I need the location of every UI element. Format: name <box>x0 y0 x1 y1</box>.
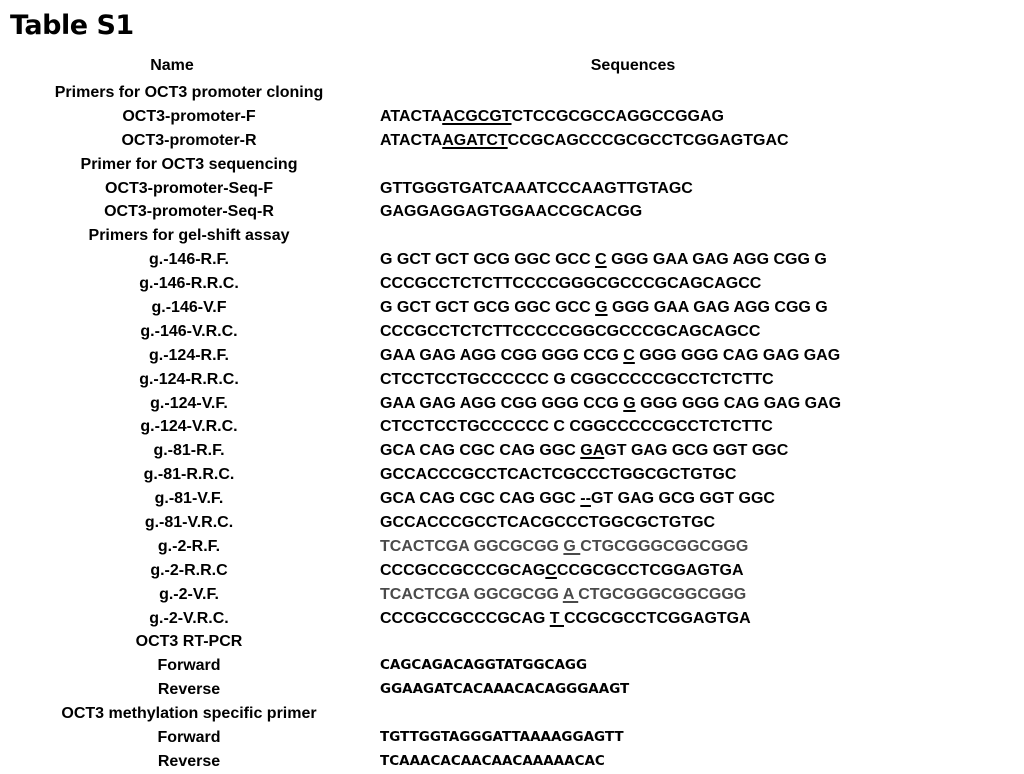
primer-sequence <box>380 200 642 224</box>
primer-sequence <box>380 320 760 344</box>
table-row <box>0 463 1024 487</box>
sequence-segment: G GCT GCT GCG GGC GCC <box>380 299 596 317</box>
primer-name: OCT3-promoter-F <box>122 107 256 125</box>
sequence-segment: ATACTA <box>380 131 443 149</box>
primer-sequence <box>380 463 736 487</box>
section-title: Primers for gel-shift assay <box>88 227 290 245</box>
primer-sequence <box>380 583 746 607</box>
sequence-segment: CCGCGCCTCGGAGTGA <box>564 609 751 627</box>
sequence-segment: TCACTCGA GGCGCGG <box>380 537 564 555</box>
sequence-segment: CTCCTCCTGCCCCCC C CGGCCCCCGCCTCTCTTC <box>380 418 773 436</box>
sequence-underlined-segment: G <box>563 537 581 555</box>
sequence-segment: CTGCGGGCGGCGGG <box>580 537 749 555</box>
primer-name: g.-81-V.F. <box>154 490 224 508</box>
column-header-name: Name <box>150 57 194 74</box>
sequence-segment: CCCGCCGCCCGCAG <box>380 561 546 579</box>
sequence-segment: CCCGCCTCTCTTCCCCCGGCGCCCGCAGCAGCC <box>380 322 761 340</box>
primer-sequence <box>380 368 774 392</box>
primer-name: Reverse <box>157 752 221 770</box>
table-row <box>0 200 1024 224</box>
table-row <box>0 511 1024 535</box>
sequence-underlined-segment: G <box>595 299 608 317</box>
primer-name: g.-124-R.F. <box>148 346 229 364</box>
section-header-row <box>0 81 1024 105</box>
column-header-sequences: Sequences <box>590 57 676 74</box>
sequence-underlined-segment: C <box>595 251 607 269</box>
primer-sequence <box>380 296 828 320</box>
primer-sequence <box>380 726 624 750</box>
table-row <box>0 415 1024 439</box>
sequence-segment: ATACTA <box>380 107 443 125</box>
primer-name: OCT3-promoter-Seq-R <box>104 203 274 221</box>
sequence-segment: GGG GAA GAG AGG CGG G <box>607 299 828 317</box>
primer-sequence <box>380 248 827 272</box>
section-header-row <box>0 224 1024 248</box>
table-row <box>0 607 1024 631</box>
table-row <box>0 105 1024 129</box>
sequence-segment: CCGCGCCTCGGAGTGA <box>556 561 744 579</box>
primer-name: g.-124-V.F. <box>150 394 228 412</box>
sequence-underlined-segment: A <box>562 585 579 603</box>
primer-name: OCT3-promoter-Seq-F <box>105 179 273 197</box>
primer-name: g.-2-R.R.C <box>150 561 228 579</box>
sequence-segment: CTCCTCCTGCCCCCC G CGGCCCCCGCCTCTCTTC <box>380 370 774 388</box>
table-row <box>0 248 1024 272</box>
primer-name: OCT3-promoter-R <box>121 131 257 149</box>
primer-name: Forward <box>157 729 221 747</box>
primer-sequence <box>380 415 773 439</box>
sequence-segment: CCCGCCGCCCGCAG <box>380 609 550 627</box>
sequence-segment: GGG GGG CAG GAG GAG <box>634 346 841 364</box>
table-row <box>0 439 1024 463</box>
primer-name: g.-2-V.R.C. <box>149 609 229 627</box>
section-title: OCT3 RT-PCR <box>135 633 243 651</box>
section-title: OCT3 methylation specific primer <box>61 705 317 723</box>
section-header-row <box>0 702 1024 726</box>
sequence-segment: GAA GAG AGG CGG GGG CCG <box>380 346 624 364</box>
sequence-underlined-segment: G <box>623 394 636 412</box>
sequence-segment: GAA GAG AGG CGG GGG CCG <box>380 394 624 412</box>
primer-name: g.-146-V.F <box>151 299 227 317</box>
sequence-segment: CCGCAGCCCGCGCCTCGGAGTGAC <box>507 131 789 149</box>
sequence-segment: GCA CAG CGC CAG GGC <box>380 442 581 460</box>
section-header-row <box>0 630 1024 654</box>
primer-sequence <box>380 487 775 511</box>
primer-sequence <box>380 607 751 631</box>
primer-name: g.-146-V.R.C. <box>140 322 238 340</box>
sequence-underlined-segment: -- <box>580 490 591 508</box>
table-row <box>0 535 1024 559</box>
sequence-segment: GGG GAA GAG AGG CGG G <box>606 251 827 269</box>
primer-sequence <box>380 129 789 153</box>
primer-name: g.-124-V.R.C. <box>140 418 238 436</box>
primer-sequence <box>380 272 761 296</box>
sequence-underlined-segment: AGATCT <box>442 131 508 149</box>
primer-sequence <box>380 559 744 583</box>
sequence-segment: GGG GGG CAG GAG GAG <box>635 394 842 412</box>
primer-table-body <box>0 81 1024 774</box>
sequence-segment: GAGGAGGAGTGGAACCGCACGG <box>380 203 643 221</box>
table-row <box>0 368 1024 392</box>
table-row <box>0 129 1024 153</box>
primer-sequence <box>380 439 788 463</box>
table-row <box>0 320 1024 344</box>
table-row <box>0 392 1024 416</box>
primer-sequence <box>380 177 693 201</box>
sequence-underlined-segment: C <box>545 561 557 579</box>
table-row <box>0 487 1024 511</box>
primer-sequence <box>380 344 840 368</box>
sequence-segment: TGTTGGTAGGGATTAAAAGGAGTT <box>380 729 624 746</box>
table-row <box>0 654 1024 678</box>
primer-name: g.-146-R.F. <box>148 251 229 269</box>
sequence-segment: TCACTCGA GGCGCGG <box>380 585 563 603</box>
sequence-segment: CCCGCCTCTCTTCCCCGGGCGCCCGCAGCAGCC <box>380 275 762 293</box>
primer-name: g.-124-R.R.C. <box>139 370 239 388</box>
sequence-segment: CTCCGCGCCAGGCCGGAG <box>511 107 724 125</box>
sequence-segment: GGAAGATCACAAACACAGGGAAGT <box>380 681 630 698</box>
primer-name: Reverse <box>157 681 221 699</box>
table-row <box>0 296 1024 320</box>
section-title: Primers for OCT3 promoter cloning <box>54 84 324 101</box>
section-title: Primer for OCT3 sequencing <box>80 155 298 173</box>
sequence-underlined-segment: ACGCGT <box>442 107 512 125</box>
primer-name: g.-2-V.F. <box>159 585 219 603</box>
sequence-underlined-segment: GA <box>580 442 605 460</box>
table-title: Table S1 <box>10 10 134 41</box>
primer-name: g.-146-R.R.C. <box>139 275 239 293</box>
sequence-segment: GCA CAG CGC CAG GGC <box>380 490 581 508</box>
table-row <box>0 583 1024 607</box>
sequence-underlined-segment: T <box>549 609 564 627</box>
sequence-segment: GTTGGGTGATCAAATCCCAAGTTGTAGC <box>380 179 693 197</box>
primer-sequence <box>380 392 841 416</box>
primer-name: g.-81-V.R.C. <box>144 514 234 532</box>
primer-sequence <box>380 678 629 702</box>
primer-name: g.-2-R.F. <box>157 537 221 555</box>
primer-name: g.-81-R.F. <box>153 442 225 460</box>
primer-sequence <box>380 535 748 559</box>
primer-sequence <box>380 750 605 774</box>
sequence-segment: G GCT GCT GCG GGC GCC <box>380 251 596 269</box>
sequence-segment: CTGCGGGCGGCGGG <box>578 585 747 603</box>
table-row <box>0 726 1024 750</box>
primer-sequence <box>380 654 587 678</box>
primer-sequence <box>380 105 724 129</box>
table-row <box>0 177 1024 201</box>
sequence-segment: GCCACCCGCCTCACGCCCTGGCGCTGTGC <box>380 514 716 532</box>
sequence-segment: CAGCAGACAGGTATGGCAGG <box>380 657 588 674</box>
sequence-underlined-segment: C <box>623 346 635 364</box>
table-row <box>0 559 1024 583</box>
sequence-segment: TCAAACACAACAACAAAAACAC <box>380 752 605 769</box>
table-row <box>0 344 1024 368</box>
table-row <box>0 272 1024 296</box>
primer-name: g.-81-R.R.C. <box>143 466 235 484</box>
primer-sequence <box>380 511 715 535</box>
table-row <box>0 678 1024 702</box>
section-header-row <box>0 153 1024 177</box>
sequence-segment: GT GAG GCG GGT GGC <box>604 442 789 460</box>
sequence-segment: GCCACCCGCCTCACTCGCCCTGGCGCTGTGC <box>380 466 737 484</box>
sequence-segment: GT GAG GCG GGT GGC <box>590 490 775 508</box>
table-row <box>0 750 1024 774</box>
primer-name: Forward <box>157 657 221 675</box>
